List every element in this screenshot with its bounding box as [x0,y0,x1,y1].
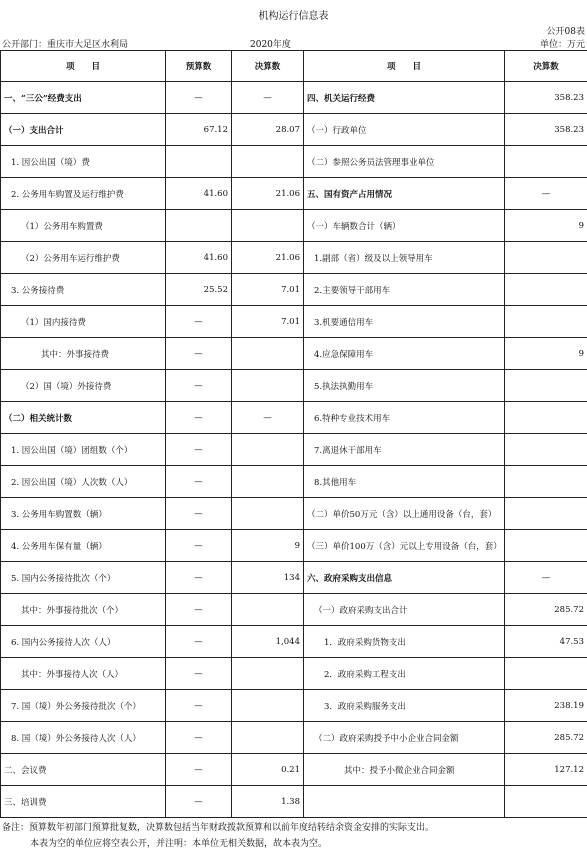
row-final: 21.06 [232,242,304,274]
row-item-right: 5.执法执勤用车 [304,370,505,402]
row-item-left: 7. 国（境）外公务接待批次（个） [1,690,166,722]
row-item-right: 1.副部（省）级及以上领导用车 [304,242,505,274]
row-item-right: 8.其他用车 [304,466,505,498]
table-row [1,498,587,530]
row-final: 0.21 [232,754,304,786]
unit-label: 单位：万元 [539,40,585,50]
header-item-left: 项 目 [1,51,166,82]
row-final-right: 9 [505,338,587,370]
row-final: 1,044 [232,626,304,658]
row-item-right: 2.主要领导干部用车 [304,274,505,306]
header-final: 决算数 [232,51,304,82]
header-item-right: 项 目 [304,51,505,82]
row-budget: 25.52 [166,274,232,306]
row-final: 7.01 [232,306,304,338]
row-budget [166,210,232,242]
row-final [232,146,304,178]
row-final-right [505,146,587,178]
row-budget: — [166,658,232,690]
row-final: 1.38 [232,786,304,818]
form-number: 公开08表 [546,27,585,37]
row-final-right: 9 [505,210,587,242]
row-final-right: 47.53 [505,626,587,658]
row-item-left: 其中：外事接待人次（人） [1,658,166,690]
row-budget: — [166,338,232,370]
table-row [1,178,587,210]
row-final: 134 [232,562,304,594]
row-final: 9 [232,530,304,562]
row-final-right: 238.19 [505,690,587,722]
row-budget: — [166,402,232,434]
table-row [1,114,587,146]
row-item-left: （1）国内接待费 [1,306,166,338]
row-item-left: （2）国（境）外接待费 [1,370,166,402]
row-item-left: 其中：外事接待费 [1,338,166,370]
row-item-left: 6. 国内公务接待人次（人） [1,626,166,658]
row-item-right: 3．政府采购服务支出 [304,690,505,722]
row-budget: 41.60 [166,178,232,210]
footnote-2: 本表为空的单位应将空表公开，并注明：本单位无相关数据，故本表为空。 [30,839,328,849]
header-final-right: 决算数 [505,51,587,82]
table-row [1,466,587,498]
row-budget [166,146,232,178]
row-final-right: — [505,178,587,210]
row-item-right: 四、机关运行经费 [304,82,505,114]
row-item-left: 4. 公务用车保有量（辆） [1,530,166,562]
row-final: 7.01 [232,274,304,306]
table-row [1,82,587,114]
row-item-left: （2）公务用车运行维护费 [1,242,166,274]
row-item-left: 其中：外事接待批次（个） [1,594,166,626]
row-final [232,370,304,402]
table-row [1,786,587,818]
row-final-right [505,402,587,434]
row-final-right: 358.23 [505,82,587,114]
row-item-right: 7.离退休干部用车 [304,434,505,466]
row-budget: 41.60 [166,242,232,274]
row-final-right: 285.72 [505,594,587,626]
row-budget: — [166,530,232,562]
table-row [1,754,587,786]
row-item-left: 一、“三公”经费支出 [1,82,166,114]
table-row [1,626,587,658]
row-item-right: （二）参照公务员法管理事业单位 [304,146,505,178]
row-final [232,498,304,530]
row-item-right: 六、政府采购支出信息 [304,562,505,594]
row-budget: — [166,370,232,402]
row-final [232,434,304,466]
row-budget: — [166,306,232,338]
row-final-right [505,498,587,530]
row-final-right [505,530,587,562]
row-item-left: 2. 公务用车购置及运行维护费 [1,178,166,210]
table-row [1,338,587,370]
row-final: — [232,82,304,114]
row-item-right: （一）政府采购支出合计 [304,594,505,626]
row-item-right: （二）政府采购授予中小企业合同金额 [304,722,505,754]
table-row [1,530,587,562]
table-row [1,562,587,594]
row-item-right: 其中：授予小微企业合同金额 [304,754,505,786]
row-final-right [505,786,587,818]
table-row [1,210,587,242]
row-final [232,338,304,370]
department-label: 公开部门：重庆市大足区水利局 [2,40,129,50]
row-item-right: （一）行政单位 [304,114,505,146]
row-final-right [505,434,587,466]
year-label: 2020年度 [250,40,291,50]
table-row [1,594,587,626]
row-final [232,466,304,498]
table-row [1,658,587,690]
row-final: 28.07 [232,114,304,146]
row-final [232,658,304,690]
footnote-1: 备注：预算数年初部门预算批复数，决算数包括当年财政拨款预算和以前年度结转结余资金安排的实际支出。 [2,823,435,833]
row-item-left: （二）相关统计数 [1,402,166,434]
table-row [1,370,587,402]
row-budget: — [166,466,232,498]
row-budget: — [166,626,232,658]
row-item-right: 4.应急保障用车 [304,338,505,370]
row-final-right: 285.72 [505,722,587,754]
row-budget: — [166,754,232,786]
row-budget: — [166,786,232,818]
row-item-right: （一）车辆数合计（辆） [304,210,505,242]
row-final-right [505,658,587,690]
row-item-left: 8. 国（境）外公务接待人次（人） [1,722,166,754]
row-final: — [232,402,304,434]
table-title: 机构运行信息表 [258,11,329,22]
info-table [0,50,587,818]
row-final-right [505,242,587,274]
row-budget: — [166,82,232,114]
row-item-left: 3. 公务用车购置数（辆） [1,498,166,530]
row-item-right: 6.特种专业技术用车 [304,402,505,434]
row-item-left: 5. 国内公务接待批次（个） [1,562,166,594]
row-item-left: 1. 因公出国（境）团组数（个） [1,434,166,466]
table-row [1,402,587,434]
row-item-left: 2. 因公出国（境）人次数（人） [1,466,166,498]
row-final-right: 127.12 [505,754,587,786]
row-final [232,722,304,754]
row-final-right [505,306,587,338]
row-final-right: — [505,562,587,594]
row-item-left: 3. 公务接待费 [1,274,166,306]
row-item-right: （三）单价100万（含）元以上专用设备（台，套） [304,530,505,562]
row-item-right: 1．政府采购货物支出 [304,626,505,658]
header-row [1,51,587,82]
meta-row [0,37,587,49]
row-budget: — [166,722,232,754]
table-row [1,242,587,274]
row-final: 21.06 [232,178,304,210]
row-budget: — [166,562,232,594]
table-row [1,274,587,306]
header-budget: 预算数 [166,51,232,82]
row-budget: 67.12 [166,114,232,146]
row-budget: — [166,690,232,722]
row-item-left: 三、培训费 [1,786,166,818]
row-final [232,210,304,242]
row-item-right [304,786,505,818]
table-row [1,722,587,754]
row-final-right [505,274,587,306]
table-row [1,690,587,722]
row-item-left: （一）支出合计 [1,114,166,146]
row-item-left: （1）公务用车购置费 [1,210,166,242]
row-item-left: 二、会议费 [1,754,166,786]
row-item-left: 1. 因公出国（境）费 [1,146,166,178]
row-budget: — [166,498,232,530]
table-row [1,146,587,178]
table-row [1,434,587,466]
table-row [1,306,587,338]
row-final-right [505,466,587,498]
row-item-right: 2．政府采购工程支出 [304,658,505,690]
row-item-right: 3.机要通信用车 [304,306,505,338]
row-final-right [505,370,587,402]
row-item-right: （二）单价50万元（含）以上通用设备（台，套） [304,498,505,530]
row-final [232,690,304,722]
row-final [232,594,304,626]
row-budget: — [166,594,232,626]
row-item-right: 五、国有资产占用情况 [304,178,505,210]
row-final-right: 358.23 [505,114,587,146]
row-budget: — [166,434,232,466]
